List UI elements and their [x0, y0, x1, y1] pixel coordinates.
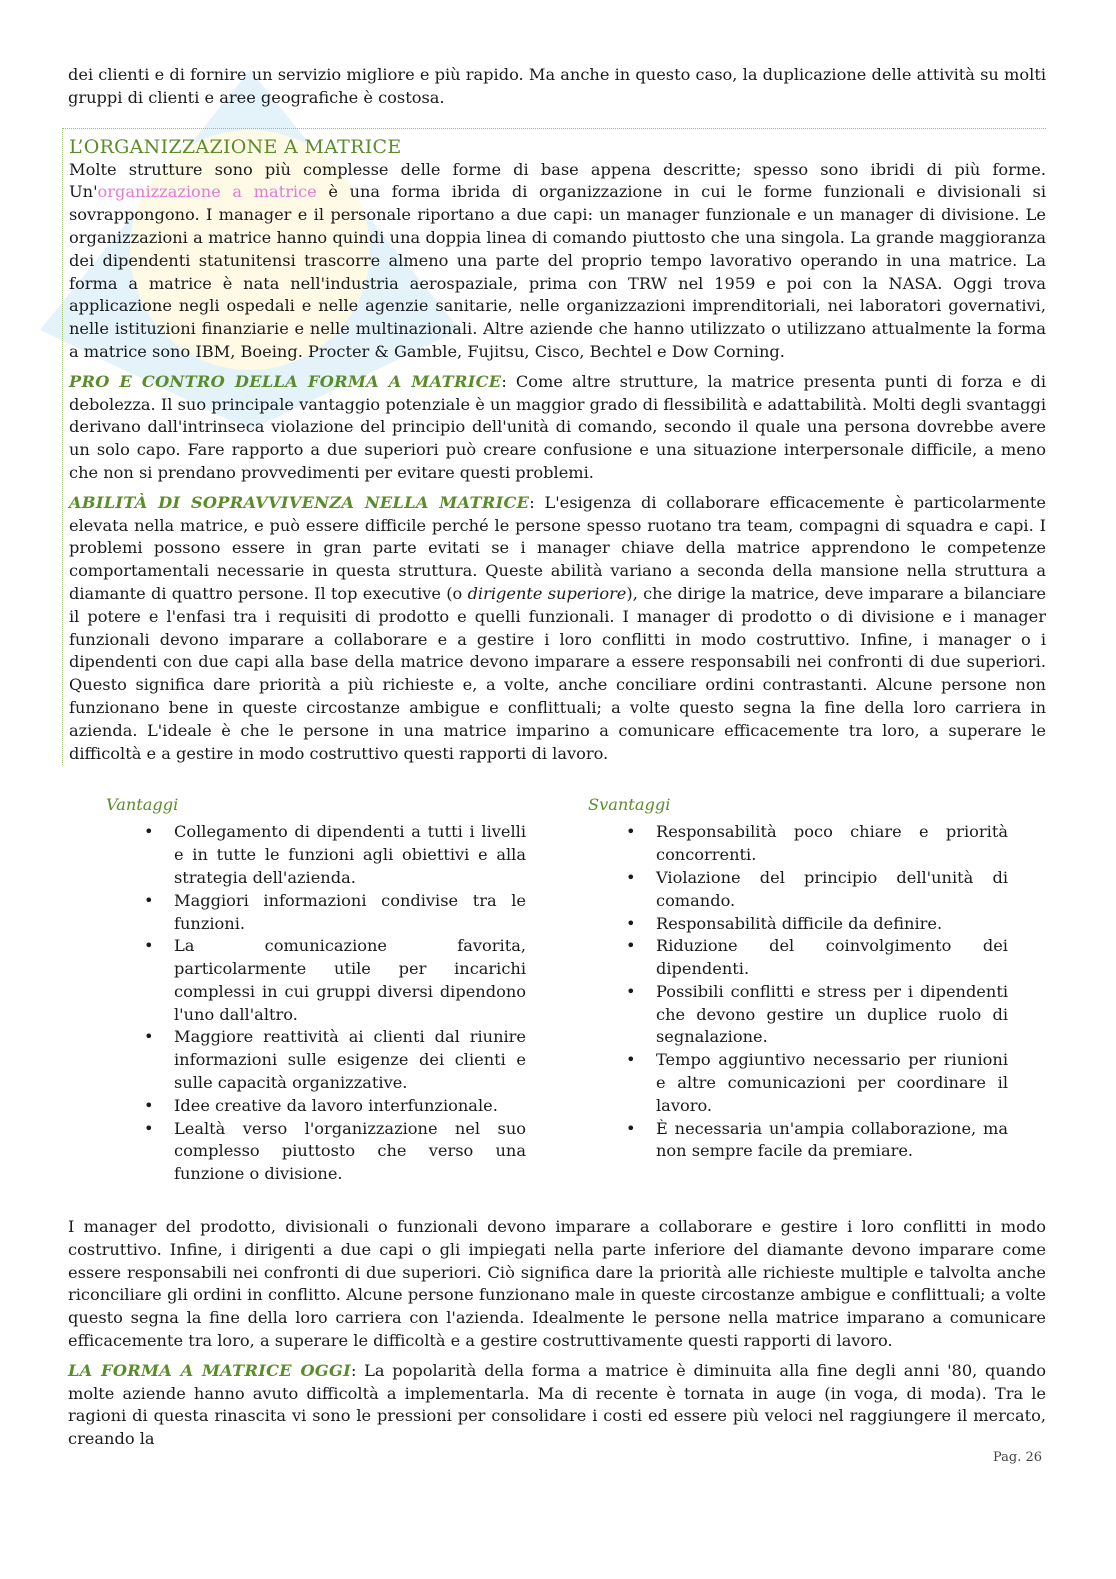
intro-paragraph: dei clienti e di fornire un servizio migliore e più rapido. Ma anche in questo caso, la duplicazione delle attività su molti gruppi di clienti e aree geografiche è costosa. [68, 65, 1046, 107]
abilita-heading: ABILITÀ DI SOPRAVVIVENZA NELLA MATRICE [69, 492, 530, 512]
paragraph-summary: I manager del prodotto, divisionali o funzionali devono imparare a collaborare e gestire i loro conflitti in modo costruttivo. Infine, i dirigenti a due capi o gli impiegati nella parte inferiore del diamante devono imparare come essere responsabili nei confronti di due superiori. Ciò significa dare la priorità alle richieste multiple e talvolta anche riconciliare gli ordini in conflitto. Alcune persone funzionano male in queste circostanze ambigue e conflittuali; a volte questo segna la fine della loro carriera con l'azienda. Idealmente le persone nella matrice imparano a comunicare efficacemente tra loro, a superare le difficoltà e a gestire costruttivamente questi rapporti di lavoro. [68, 1217, 1046, 1351]
list-item: • È necessaria un'ampia collaborazione, ma non sempre facile da premiare. [656, 1118, 1008, 1164]
list-item: • Responsabilità difficile da definire. [656, 913, 1008, 936]
definition-text-a: Molte strutture sono più complesse delle forme di base appena descritte; spesso sono ibridi di più forme. Un' [69, 159, 1046, 202]
vantaggi-list [106, 821, 526, 1186]
matrix-section [62, 128, 1046, 766]
list-item: • Maggiori informazioni condivise tra le funzioni. [174, 890, 526, 936]
definition-text-b: è una forma ibrida di organizzazione in cui le forme funzionali e divisionali si sovrappongono. I manager e il personale riportano a due capi: un manager funzionale e un manager di divisione. Le organizzazioni a matrice hanno quindi una doppia linea di comando piuttosto che una singola. La grande maggioranza dei dipendenti statunitensi trascorre almeno una parte del proprio tempo lavorativo operando in una matrice. La forma a matrice è nata nell'industria aerospaziale, prima con TRW nel 1959 e poi con la NASA. Oggi trova applicazione negli ospedali e nelle agenzie sanitarie, nelle organizzazioni imprenditoriali, nei laboratori governativi, nelle istituzioni finanziarie e nelle multinazionali. Altre aziende che hanno utilizzato o utilizzano attualmente la forma a matrice sono IBM, Boeing. Procter & Gamble, Fujitsu, Cisco, Bechtel e Dow Corning. [69, 182, 1047, 361]
list-item: • Responsabilità poco chiare e priorità concorrenti. [656, 821, 1008, 867]
oggi-body: : La popolarità della forma a matrice è diminuita alla fine degli anni '80, quando molte aziende hanno avuto difficoltà a implementarla. Ma di recente è tornata in auge (in voga, di moda). Tra le ragioni di questa rinascita vi sono le pressioni per consolidare i costi ed essere più veloci nel raggiungere il mercato, creando la [68, 1360, 1046, 1449]
svantaggi-column [588, 795, 1008, 1186]
list-item: • La comunicazione favorita, particolarmente utile per incarichi complessi in cui gruppi diversi dipendono l'uno dall'altro. [174, 935, 526, 1026]
paragraph-oggi [68, 1360, 1046, 1451]
list-item: • Lealtà verso l'organizzazione nel suo complesso piuttosto che verso una funzione o divisione. [174, 1118, 526, 1186]
list-item: • Violazione del principio dell'unità di comando. [656, 867, 1008, 913]
abilita-body-a: : L'esigenza di collaborare efficacemente è particolarmente elevata nella matrice, e può essere difficile perché le persone spesso ruotano tra team, compagni di squadra e capi. I problemi possono essere in gran parte evitati se i manager chiave della matrice apprendono le competenze comportamentali necessarie in questa struttura. Queste abilità variano a seconda della mansione nella struttura a diamante di quattro persone. Il top executive (o [69, 492, 1046, 603]
abilita-body-b: ), che dirige la matrice, deve imparare a bilanciare il potere e l'enfasi tra i requisiti di prodotto e quelli funzionali. I manager di prodotto o di divisione e i manager funzionali devono imparare a collaborare e a gestire i loro conflitti in modo costruttivo. Infine, i manager o i dipendenti con due capi alla base della matrice devono imparare a essere responsabili nei confronti di due superiori. Questo significa dare priorità a più richieste e, a volte, anche conciliare ordini contrastanti. Alcune persone non funzionano bene in queste circostanze ambigue e conflittuali; a volte questo segna la fine della loro carriera in azienda. L'ideale è che le persone in una matrice imparino a comunicare efficacemente tra loro, a superare le difficoltà e a gestire in modo costruttivo questi rapporti di lavoro. [69, 583, 1046, 763]
list-item: • Riduzione del coinvolgimento dei dipendenti. [656, 935, 1008, 981]
section-title: L’ORGANIZZAZIONE A MATRICE [69, 135, 402, 158]
list-item: • Possibili conflitti e stress per i dipendenti che devono gestire un duplice ruolo di segnalazione. [656, 981, 1008, 1049]
pro-contro-body: : Come altre strutture, la matrice presenta punti di forza e di debolezza. Il suo principale vantaggio potenziale è un maggior grado di flessibilità e adattabilità. Molti degli svantaggi derivano dall'intrinseca violazione del principio dell'unità di comando, secondo il quale una persona dovrebbe avere un solo capo. Fare rapporto a due superiori può creare confusione e una situazione interpersonale difficile, a meno che non si prendano provvedimenti per evitare questi problemi. [69, 371, 1046, 482]
list-item: • Tempo aggiuntivo necessario per riunioni e altre comunicazioni per coordinare il lavoro. [656, 1049, 1008, 1117]
list-item: • Maggiore reattività ai clienti dal riunire informazioni sulle esigenze dei clienti e sulle capacità organizzative. [174, 1026, 526, 1094]
vantaggi-column [106, 795, 526, 1186]
list-item: • Collegamento di dipendenti a tutti i livelli e in tutte le funzioni agli obiettivi e alla strategia dell'azienda. [174, 821, 526, 889]
pro-contro-heading: PRO E CONTRO DELLA FORMA A MATRICE [69, 371, 502, 391]
paragraph-pro-contro [69, 371, 1046, 485]
term-organizzazione-a-matrice: organizzazione a matrice [97, 182, 317, 202]
abilita-italic: dirigente superiore [467, 583, 627, 603]
paragraph-abilita [69, 492, 1046, 766]
svantaggi-list [588, 821, 1008, 1163]
page [68, 64, 1046, 1458]
vantaggi-title: Vantaggi [106, 795, 179, 815]
paragraph-definition [69, 159, 1046, 364]
list-item: • Idee creative da lavoro interfunzionale. [174, 1095, 526, 1118]
page-number: Pag. 26 [992, 1450, 1042, 1465]
svantaggi-title: Svantaggi [588, 795, 671, 815]
oggi-heading: LA FORMA A MATRICE OGGI [68, 1360, 351, 1380]
pros-cons-columns [68, 795, 1046, 1186]
